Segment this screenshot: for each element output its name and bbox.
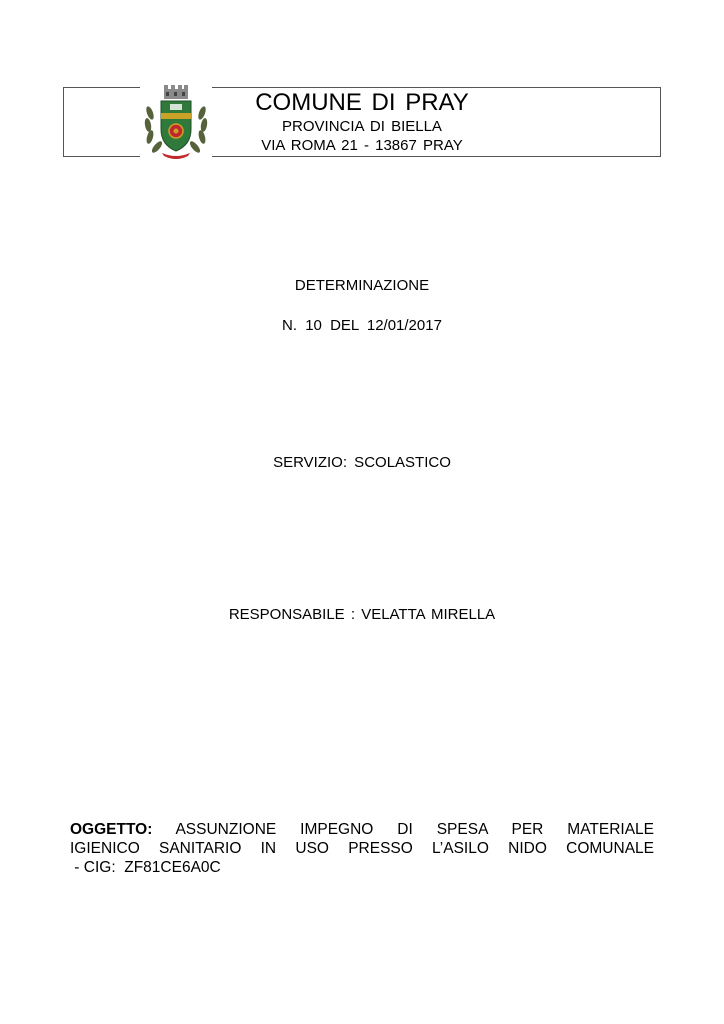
- oggetto-line-1: [70, 820, 654, 839]
- address-line: VIA ROMA 21 - 13867 PRAY: [261, 137, 463, 154]
- header-text: [212, 89, 512, 155]
- oggetto-line-2: IGIENICO SANITARIO IN USO PRESSO L’ASILO NIDO COMUNALE: [70, 840, 654, 857]
- document-type: DETERMINAZIONE: [294, 277, 430, 294]
- oggetto-text-1: ASSUNZIONE IMPEGNO DI SPESA PER MATERIALE: [175, 821, 654, 838]
- document-number: N. 10 DEL 12/01/2017: [282, 317, 442, 334]
- coat-of-arms-icon: [140, 83, 212, 161]
- oggetto-block: [70, 820, 654, 877]
- provincia-line: PROVINCIA DI BIELLA: [282, 118, 442, 135]
- responsabile-line: RESPONSABILE : VELATTA MIRELLA: [228, 606, 496, 623]
- comune-title: COMUNE DI PRAY: [255, 89, 469, 116]
- oggetto-line-3: - CIG: ZF81CE6A0C: [70, 859, 221, 876]
- servizio-line: SERVIZIO: SCOLASTICO: [273, 454, 451, 471]
- oggetto-label: OGGETTO:: [70, 821, 153, 838]
